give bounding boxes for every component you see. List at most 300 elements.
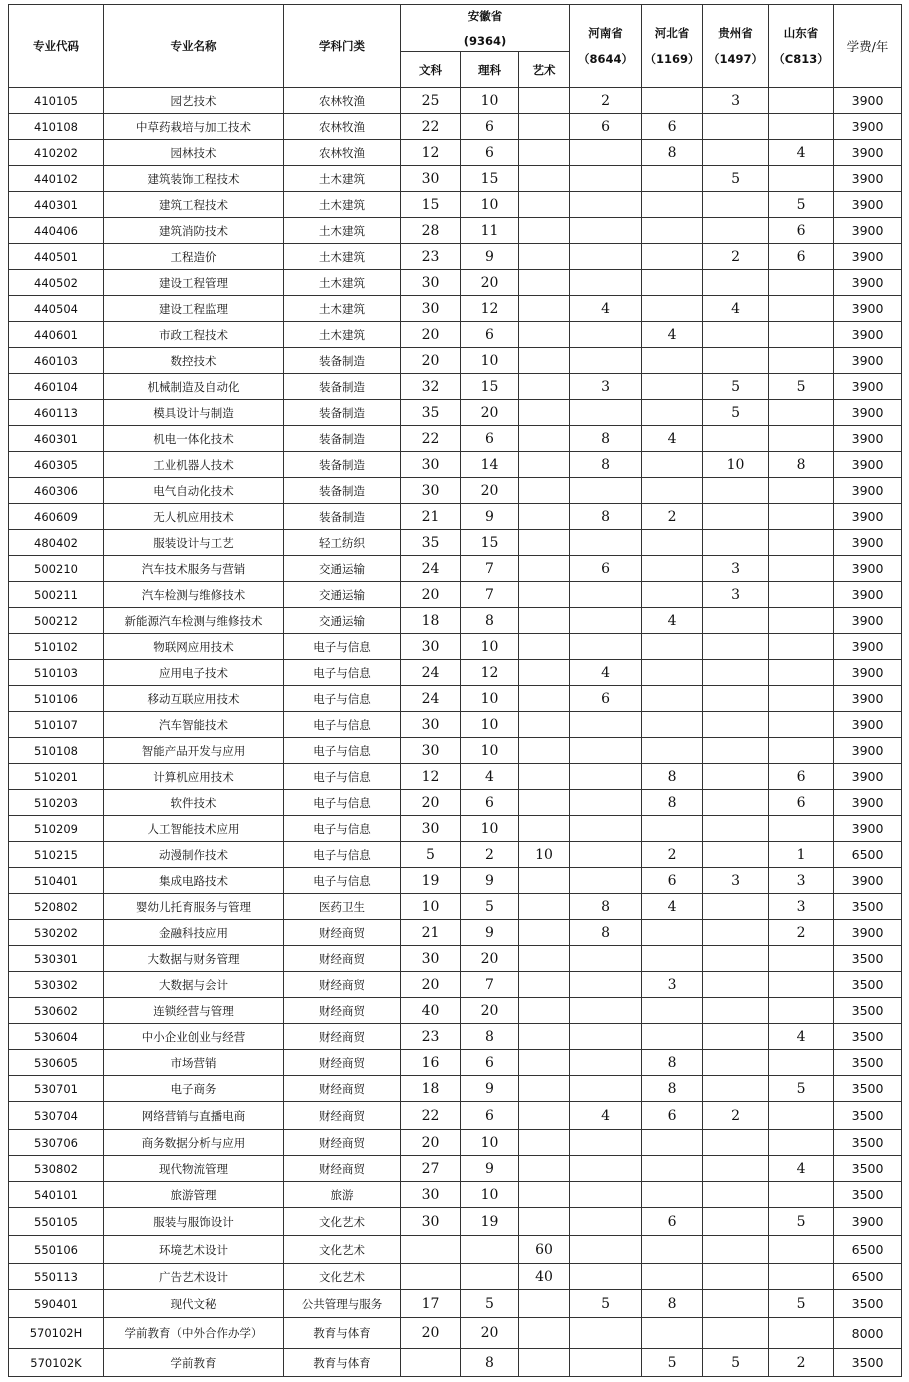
cell-fee: 3900: [834, 504, 902, 530]
cell-anhui-wenke: 5: [401, 842, 461, 868]
cell-shandong: [769, 582, 834, 608]
cell-name: 商务数据分析与应用: [104, 1130, 284, 1156]
cell-code: 590401: [9, 1290, 104, 1318]
cell-fee: 3500: [834, 946, 902, 972]
table-row: [9, 452, 902, 478]
cell-shandong: 3: [769, 894, 834, 920]
cell-hebei: 8: [642, 1076, 703, 1102]
cell-anhui-yishu: [519, 374, 570, 400]
cell-hebei: [642, 296, 703, 322]
table-row: [9, 1349, 902, 1377]
cell-shandong: [769, 322, 834, 348]
enrollment-plan: [8, 4, 902, 1377]
cell-anhui-like: 12: [461, 660, 519, 686]
cell-anhui-yishu: [519, 972, 570, 998]
cell-guizhou: 5: [703, 374, 769, 400]
cell-anhui-yishu: [519, 530, 570, 556]
cell-henan: [570, 1349, 642, 1377]
cell-anhui-wenke: 30: [401, 270, 461, 296]
cell-anhui-like: 10: [461, 192, 519, 218]
cell-hebei: [642, 1182, 703, 1208]
cell-hebei: [642, 920, 703, 946]
cell-anhui-wenke: 30: [401, 816, 461, 842]
cell-name: 计算机应用技术: [104, 764, 284, 790]
header-fee: 学费/年: [834, 5, 902, 88]
cell-henan: [570, 582, 642, 608]
cell-fee: 3500: [834, 1050, 902, 1076]
cell-henan: [570, 1076, 642, 1102]
cell-code: 520802: [9, 894, 104, 920]
cell-anhui-yishu: [519, 608, 570, 634]
table-row: [9, 322, 902, 348]
cell-shandong: [769, 660, 834, 686]
cell-anhui-like: 10: [461, 634, 519, 660]
cell-code: 460306: [9, 478, 104, 504]
table-row: [9, 686, 902, 712]
cell-anhui-like: 7: [461, 582, 519, 608]
cell-anhui-wenke: 24: [401, 686, 461, 712]
cell-code: 440601: [9, 322, 104, 348]
cell-anhui-yishu: [519, 140, 570, 166]
cell-anhui-wenke: 30: [401, 452, 461, 478]
cell-name: 连锁经营与管理: [104, 998, 284, 1024]
cell-shandong: 4: [769, 1156, 834, 1182]
cell-name: 物联网应用技术: [104, 634, 284, 660]
cell-guizhou: [703, 1182, 769, 1208]
cell-guizhou: [703, 712, 769, 738]
cell-guizhou: [703, 816, 769, 842]
cell-code: 550113: [9, 1264, 104, 1290]
cell-code: 530301: [9, 946, 104, 972]
cell-anhui-like: 20: [461, 998, 519, 1024]
cell-anhui-yishu: [519, 582, 570, 608]
cell-anhui-wenke: 30: [401, 946, 461, 972]
cell-category: 财经商贸: [284, 1050, 401, 1076]
table-row: [9, 530, 902, 556]
cell-anhui-like: 9: [461, 1156, 519, 1182]
table-row: [9, 1156, 902, 1182]
cell-anhui-yishu: [519, 946, 570, 972]
cell-guizhou: [703, 530, 769, 556]
cell-anhui-like: 6: [461, 114, 519, 140]
cell-henan: [570, 1208, 642, 1236]
cell-fee: 3900: [834, 686, 902, 712]
cell-category: 土木建筑: [284, 166, 401, 192]
cell-code: 440502: [9, 270, 104, 296]
cell-shandong: [769, 296, 834, 322]
table-row: [9, 244, 902, 270]
cell-henan: 8: [570, 504, 642, 530]
cell-code: 570102K: [9, 1349, 104, 1377]
cell-hebei: 8: [642, 790, 703, 816]
cell-anhui-like: 20: [461, 270, 519, 296]
table-row: [9, 712, 902, 738]
cell-anhui-yishu: [519, 686, 570, 712]
table-row: [9, 218, 902, 244]
cell-name: 移动互联应用技术: [104, 686, 284, 712]
cell-anhui-like: 10: [461, 348, 519, 374]
cell-anhui-yishu: [519, 504, 570, 530]
guizhou-label: 贵州省: [718, 26, 753, 40]
cell-anhui-wenke: 30: [401, 166, 461, 192]
cell-hebei: [642, 530, 703, 556]
cell-anhui-yishu: [519, 1156, 570, 1182]
cell-fee: 3900: [834, 478, 902, 504]
shandong-label: 山东省: [783, 26, 819, 40]
cell-anhui-yishu: [519, 114, 570, 140]
cell-shandong: 5: [769, 1290, 834, 1318]
cell-anhui-yishu: [519, 712, 570, 738]
cell-name: 现代文秘: [104, 1290, 284, 1318]
cell-hebei: [642, 192, 703, 218]
cell-henan: 8: [570, 894, 642, 920]
cell-henan: 2: [570, 88, 642, 114]
cell-fee: 3900: [834, 920, 902, 946]
hebei-code: （1169）: [644, 52, 700, 66]
cell-code: 460609: [9, 504, 104, 530]
cell-code: 440504: [9, 296, 104, 322]
header-yishu: 艺术: [519, 52, 570, 88]
cell-shandong: 2: [769, 920, 834, 946]
cell-anhui-wenke: 12: [401, 140, 461, 166]
cell-category: 医药卫生: [284, 894, 401, 920]
cell-name: 数控技术: [104, 348, 284, 374]
cell-henan: 6: [570, 556, 642, 582]
cell-name: 工程造价: [104, 244, 284, 270]
cell-code: 550105: [9, 1208, 104, 1236]
cell-henan: [570, 530, 642, 556]
cell-shandong: 1: [769, 842, 834, 868]
cell-name: 建设工程监理: [104, 296, 284, 322]
cell-code: 530706: [9, 1130, 104, 1156]
cell-name: 网络营销与直播电商: [104, 1102, 284, 1130]
cell-category: 文化艺术: [284, 1236, 401, 1264]
cell-name: 机电一体化技术: [104, 426, 284, 452]
cell-guizhou: [703, 322, 769, 348]
cell-shandong: [769, 998, 834, 1024]
header-category: 学科门类: [284, 5, 401, 88]
cell-code: 500211: [9, 582, 104, 608]
cell-henan: 6: [570, 114, 642, 140]
cell-hebei: [642, 556, 703, 582]
table-row: [9, 1236, 902, 1264]
cell-name: 服装设计与工艺: [104, 530, 284, 556]
cell-anhui-wenke: 27: [401, 1156, 461, 1182]
cell-shandong: [769, 1236, 834, 1264]
cell-shandong: 5: [769, 374, 834, 400]
cell-category: 装备制造: [284, 452, 401, 478]
cell-anhui-like: 10: [461, 712, 519, 738]
cell-category: 装备制造: [284, 478, 401, 504]
cell-shandong: [769, 88, 834, 114]
cell-category: 土木建筑: [284, 192, 401, 218]
cell-anhui-yishu: [519, 764, 570, 790]
cell-hebei: [642, 270, 703, 296]
cell-name: 旅游管理: [104, 1182, 284, 1208]
cell-hebei: [642, 478, 703, 504]
cell-guizhou: [703, 114, 769, 140]
cell-anhui-wenke: 21: [401, 504, 461, 530]
cell-category: 农林牧渔: [284, 88, 401, 114]
cell-fee: 3900: [834, 452, 902, 478]
cell-category: 电子与信息: [284, 738, 401, 764]
cell-guizhou: [703, 660, 769, 686]
cell-guizhou: [703, 920, 769, 946]
cell-name: 软件技术: [104, 790, 284, 816]
header-anhui: [401, 5, 570, 52]
cell-henan: 6: [570, 686, 642, 712]
cell-name: 动漫制作技术: [104, 842, 284, 868]
cell-shandong: [769, 608, 834, 634]
cell-henan: 3: [570, 374, 642, 400]
cell-fee: 3900: [834, 556, 902, 582]
cell-category: 财经商贸: [284, 1076, 401, 1102]
cell-name: 汽车检测与维修技术: [104, 582, 284, 608]
table-row: [9, 296, 902, 322]
cell-guizhou: [703, 348, 769, 374]
table-row: [9, 894, 902, 920]
cell-shandong: [769, 816, 834, 842]
table-row: [9, 348, 902, 374]
cell-name: 金融科技应用: [104, 920, 284, 946]
cell-anhui-wenke: 22: [401, 1102, 461, 1130]
cell-code: 510107: [9, 712, 104, 738]
cell-guizhou: [703, 738, 769, 764]
cell-code: 550106: [9, 1236, 104, 1264]
cell-anhui-like: 6: [461, 140, 519, 166]
cell-fee: 3900: [834, 790, 902, 816]
cell-shandong: [769, 738, 834, 764]
cell-anhui-yishu: [519, 1349, 570, 1377]
cell-fee: 3500: [834, 1076, 902, 1102]
cell-fee: 3900: [834, 530, 902, 556]
cell-category: 土木建筑: [284, 296, 401, 322]
table-row: [9, 88, 902, 114]
cell-category: 电子与信息: [284, 634, 401, 660]
table-row: [9, 478, 902, 504]
cell-shandong: [769, 400, 834, 426]
cell-shandong: [769, 530, 834, 556]
cell-guizhou: [703, 1024, 769, 1050]
cell-anhui-like: 10: [461, 816, 519, 842]
cell-category: 装备制造: [284, 374, 401, 400]
table-row: [9, 192, 902, 218]
cell-anhui-like: 15: [461, 374, 519, 400]
cell-guizhou: [703, 764, 769, 790]
henan-label: 河南省: [588, 26, 623, 40]
cell-henan: 8: [570, 426, 642, 452]
cell-henan: [570, 1024, 642, 1050]
cell-anhui-like: 20: [461, 946, 519, 972]
cell-hebei: [642, 1236, 703, 1264]
cell-code: 530302: [9, 972, 104, 998]
cell-fee: 3500: [834, 1182, 902, 1208]
cell-category: 公共管理与服务: [284, 1290, 401, 1318]
cell-henan: 5: [570, 1290, 642, 1318]
cell-code: 530602: [9, 998, 104, 1024]
cell-henan: [570, 608, 642, 634]
table-row: [9, 400, 902, 426]
header-guizhou: [703, 5, 769, 88]
cell-henan: [570, 192, 642, 218]
cell-fee: 3500: [834, 1349, 902, 1377]
cell-anhui-like: 10: [461, 738, 519, 764]
cell-anhui-yishu: [519, 166, 570, 192]
cell-henan: [570, 270, 642, 296]
cell-code: 530704: [9, 1102, 104, 1130]
cell-fee: 6500: [834, 842, 902, 868]
cell-fee: 3500: [834, 1130, 902, 1156]
cell-henan: [570, 348, 642, 374]
cell-guizhou: 5: [703, 400, 769, 426]
cell-shandong: [769, 1102, 834, 1130]
cell-anhui-like: 9: [461, 504, 519, 530]
cell-hebei: 8: [642, 764, 703, 790]
cell-name: 园艺技术: [104, 88, 284, 114]
cell-anhui-wenke: 24: [401, 556, 461, 582]
cell-anhui-wenke: [401, 1264, 461, 1290]
cell-hebei: [642, 1318, 703, 1349]
cell-hebei: [642, 1264, 703, 1290]
cell-anhui-like: 6: [461, 426, 519, 452]
cell-hebei: [642, 244, 703, 270]
cell-anhui-like: 5: [461, 894, 519, 920]
cell-anhui-like: 20: [461, 478, 519, 504]
cell-shandong: [769, 114, 834, 140]
cell-category: 电子与信息: [284, 764, 401, 790]
cell-code: 500210: [9, 556, 104, 582]
cell-code: 510106: [9, 686, 104, 712]
table-row: [9, 946, 902, 972]
cell-guizhou: [703, 140, 769, 166]
cell-anhui-wenke: 40: [401, 998, 461, 1024]
cell-name: 环境艺术设计: [104, 1236, 284, 1264]
table-row: [9, 764, 902, 790]
table-row: [9, 374, 902, 400]
cell-fee: 3900: [834, 322, 902, 348]
cell-code: 510215: [9, 842, 104, 868]
cell-anhui-like: 10: [461, 1182, 519, 1208]
cell-anhui-like: 6: [461, 790, 519, 816]
cell-fee: 3900: [834, 634, 902, 660]
cell-anhui-yishu: [519, 244, 570, 270]
cell-anhui-wenke: 15: [401, 192, 461, 218]
cell-category: 轻工纺织: [284, 530, 401, 556]
cell-hebei: 8: [642, 1290, 703, 1318]
cell-anhui-wenke: 30: [401, 634, 461, 660]
cell-guizhou: [703, 998, 769, 1024]
cell-name: 大数据与会计: [104, 972, 284, 998]
cell-fee: 3900: [834, 348, 902, 374]
cell-name: 市政工程技术: [104, 322, 284, 348]
header-like: 理科: [461, 52, 519, 88]
cell-hebei: [642, 1130, 703, 1156]
cell-hebei: 8: [642, 1050, 703, 1076]
cell-name: 应用电子技术: [104, 660, 284, 686]
cell-henan: [570, 166, 642, 192]
cell-category: 财经商贸: [284, 920, 401, 946]
cell-guizhou: [703, 842, 769, 868]
cell-guizhou: [703, 426, 769, 452]
cell-code: 540101: [9, 1182, 104, 1208]
table-row: [9, 660, 902, 686]
cell-anhui-wenke: [401, 1349, 461, 1377]
table-row: [9, 1050, 902, 1076]
cell-hebei: [642, 998, 703, 1024]
cell-anhui-like: 8: [461, 1349, 519, 1377]
header-shandong: [769, 5, 834, 88]
cell-guizhou: [703, 504, 769, 530]
cell-hebei: 6: [642, 114, 703, 140]
cell-category: 土木建筑: [284, 218, 401, 244]
cell-code: 460113: [9, 400, 104, 426]
cell-guizhou: [703, 478, 769, 504]
cell-henan: [570, 764, 642, 790]
cell-name: 模具设计与制造: [104, 400, 284, 426]
cell-guizhou: [703, 1208, 769, 1236]
cell-hebei: [642, 1024, 703, 1050]
cell-henan: [570, 1318, 642, 1349]
cell-anhui-yishu: [519, 400, 570, 426]
cell-name: 服装与服饰设计: [104, 1208, 284, 1236]
cell-name: 智能产品开发与应用: [104, 738, 284, 764]
cell-guizhou: [703, 218, 769, 244]
cell-henan: [570, 1264, 642, 1290]
cell-category: 电子与信息: [284, 686, 401, 712]
cell-anhui-like: 4: [461, 764, 519, 790]
header-code: 专业代码: [9, 5, 104, 88]
table-header: [9, 5, 902, 88]
cell-anhui-yishu: [519, 426, 570, 452]
table-row: [9, 1318, 902, 1349]
cell-henan: [570, 816, 642, 842]
cell-anhui-wenke: 17: [401, 1290, 461, 1318]
cell-anhui-wenke: 12: [401, 764, 461, 790]
cell-henan: [570, 478, 642, 504]
enrollment-table: [8, 4, 902, 1377]
cell-hebei: [642, 660, 703, 686]
cell-name: 建筑消防技术: [104, 218, 284, 244]
cell-hebei: 2: [642, 504, 703, 530]
cell-fee: 3500: [834, 894, 902, 920]
table-body: [9, 88, 902, 1377]
cell-hebei: 8: [642, 140, 703, 166]
table-row: [9, 634, 902, 660]
cell-name: 广告艺术设计: [104, 1264, 284, 1290]
cell-code: 530605: [9, 1050, 104, 1076]
cell-anhui-like: 14: [461, 452, 519, 478]
table-row: [9, 1208, 902, 1236]
cell-guizhou: 2: [703, 244, 769, 270]
cell-fee: 3900: [834, 712, 902, 738]
cell-category: 装备制造: [284, 348, 401, 374]
cell-guizhou: 3: [703, 556, 769, 582]
cell-category: 农林牧渔: [284, 140, 401, 166]
cell-guizhou: [703, 192, 769, 218]
cell-anhui-yishu: [519, 1182, 570, 1208]
cell-anhui-wenke: 19: [401, 868, 461, 894]
cell-anhui-like: 19: [461, 1208, 519, 1236]
cell-shandong: 6: [769, 790, 834, 816]
cell-name: 现代物流管理: [104, 1156, 284, 1182]
cell-anhui-wenke: 30: [401, 1208, 461, 1236]
cell-category: 电子与信息: [284, 660, 401, 686]
cell-anhui-like: 9: [461, 1076, 519, 1102]
cell-anhui-wenke: 18: [401, 608, 461, 634]
cell-code: 510401: [9, 868, 104, 894]
cell-category: 财经商贸: [284, 1024, 401, 1050]
cell-name: 机械制造及自动化: [104, 374, 284, 400]
